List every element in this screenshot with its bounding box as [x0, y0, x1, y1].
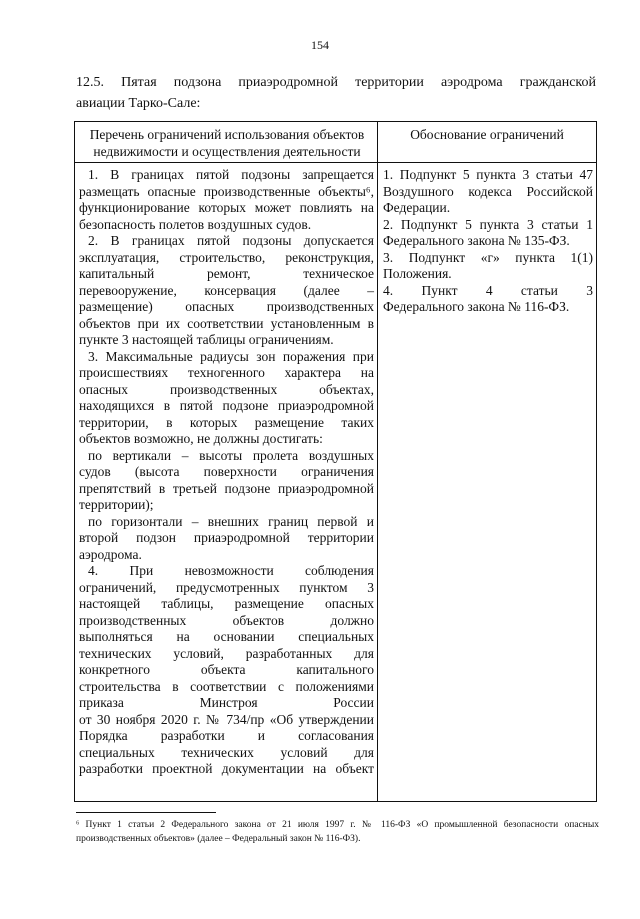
- header-divider: [75, 162, 596, 163]
- table-header-justification: Обоснование ограничений: [410, 127, 564, 142]
- restriction-text-line: капитальный ремонт, техническое: [79, 266, 374, 281]
- restriction-text-line: ограничений, предусмотренных пунктом 3: [79, 579, 374, 595]
- header-left-line-1: Перечень ограничений использования объектов: [89, 127, 365, 142]
- restriction-text-line: второй подзон приаэродромной территории: [79, 530, 374, 545]
- justification-text-line: 2. Подпункт 5 пункта 3 статьи 1: [383, 216, 593, 232]
- justification-text-line: 4. Пункт 4 статьи 3: [383, 282, 593, 298]
- restriction-text-line: по горизонтали – внешних границ первой и: [88, 513, 374, 529]
- header-left-line-2: недвижимости и осуществления деятельности: [93, 143, 361, 159]
- restriction-text-line: находящихся в пятой подзоне приаэродромной: [79, 398, 374, 413]
- justification-text-line: 3. Подпункт «г» пункта 1(1): [383, 249, 593, 265]
- restriction-text-line: пункте 3 настоящей таблицы ограничениям.: [79, 332, 334, 347]
- restrictions-cell: [79, 167, 374, 778]
- footnote-line: ⁶ Пункт 1 статьи 2 Федерального закона от 21 июля 1997 г. № 116-ФЗ «О промышленной безопасности опасных: [76, 820, 599, 830]
- footnote-separator: [76, 812, 216, 813]
- justification-text-line: Положения.: [383, 266, 452, 281]
- justification-text-line: 1. Подпункт 5 пункта 3 статьи 47: [383, 167, 593, 182]
- section-heading-line-2: авиации Тарко-Сале:: [76, 96, 201, 111]
- restriction-text-line: Порядка разработки и согласования: [79, 728, 374, 743]
- table-header-restrictions: [81, 127, 373, 160]
- restriction-text-line: препятствий в третьей подзоне приаэродромной: [79, 480, 374, 496]
- justification-text-line: Федерации.: [383, 200, 451, 215]
- restriction-text-line: от 30 ноября 2020 г. № 734/пр «Об утверждении: [79, 711, 374, 727]
- page-number: 154: [311, 38, 329, 52]
- justification-text-line: Федерального закона № 135-ФЗ.: [383, 233, 570, 248]
- restriction-text-line: перевооружение, консервация (далее –: [79, 282, 374, 298]
- restriction-text-line: настоящей таблицы, размещение опасных: [79, 596, 374, 611]
- restriction-text-line: приказа Минстроя России: [79, 695, 374, 710]
- restriction-text-line: строительства в соответствии с положениями: [79, 678, 374, 694]
- restriction-text-line: 3. Максимальные радиусы зон поражения при: [88, 348, 374, 364]
- restriction-text-line: специальных технических условий для: [79, 744, 374, 760]
- restriction-text-line: конкретного объекта капитального: [79, 662, 374, 677]
- restriction-text-line: объектов при их соответствии установленным в: [79, 315, 374, 331]
- restriction-text-line: 2. В границах пятой подзоны допускается: [88, 233, 374, 248]
- column-divider: [377, 122, 378, 801]
- restriction-text-line: производственных объектов должно: [79, 612, 374, 628]
- section-heading-line-1: 12.5. Пятая подзона приаэродромной территории аэродрома гражданской: [76, 75, 596, 90]
- restriction-text-line: безопасность полетов воздушных судов.: [79, 216, 312, 232]
- restriction-text-line: территории);: [79, 497, 154, 512]
- restriction-text-line: эксплуатация, строительство, реконструкция,: [79, 249, 374, 265]
- footnote-line: производственных объектов» (далее – Федеральный закон № 116-ФЗ).: [76, 834, 361, 844]
- justification-text-line: Федерального закона № 116-ФЗ.: [383, 299, 570, 314]
- restriction-text-line: территории, в которых размещение таких: [79, 414, 374, 430]
- restriction-text-line: размещение) опасных производственных: [79, 299, 374, 314]
- restriction-text-line: объектов возможно, не должны достигать:: [79, 431, 323, 446]
- restriction-text-line: выполняться на основании специальных: [79, 629, 374, 644]
- restriction-text-line: опасных производственных объектах,: [79, 381, 374, 397]
- restriction-text-line: технических условий, разработанных для: [79, 645, 374, 661]
- restrictions-table: [74, 121, 597, 802]
- restriction-text-line: функционирование которых может повлиять на: [79, 200, 374, 215]
- restriction-text-line: разработки проектной документации на объект: [79, 761, 374, 776]
- restriction-text-line: аэродрома.: [79, 546, 142, 562]
- justification-text-line: Воздушного кодекса Российской: [383, 183, 593, 199]
- restriction-text-line: по вертикали – высоты пролета воздушных: [88, 447, 374, 463]
- footnote: [76, 818, 599, 846]
- restriction-text-line: происшествиях техногенного характера на: [79, 365, 374, 380]
- justification-cell: [383, 167, 593, 316]
- restriction-text-line: размещать опасные производственные объекты⁶,: [79, 183, 374, 199]
- restriction-text-line: судов (высота поверхности ограничения: [79, 464, 374, 479]
- restriction-text-line: 1. В границах пятой подзоны запрещается: [88, 167, 374, 182]
- restriction-text-line: 4. При невозможности соблюдения: [88, 563, 374, 578]
